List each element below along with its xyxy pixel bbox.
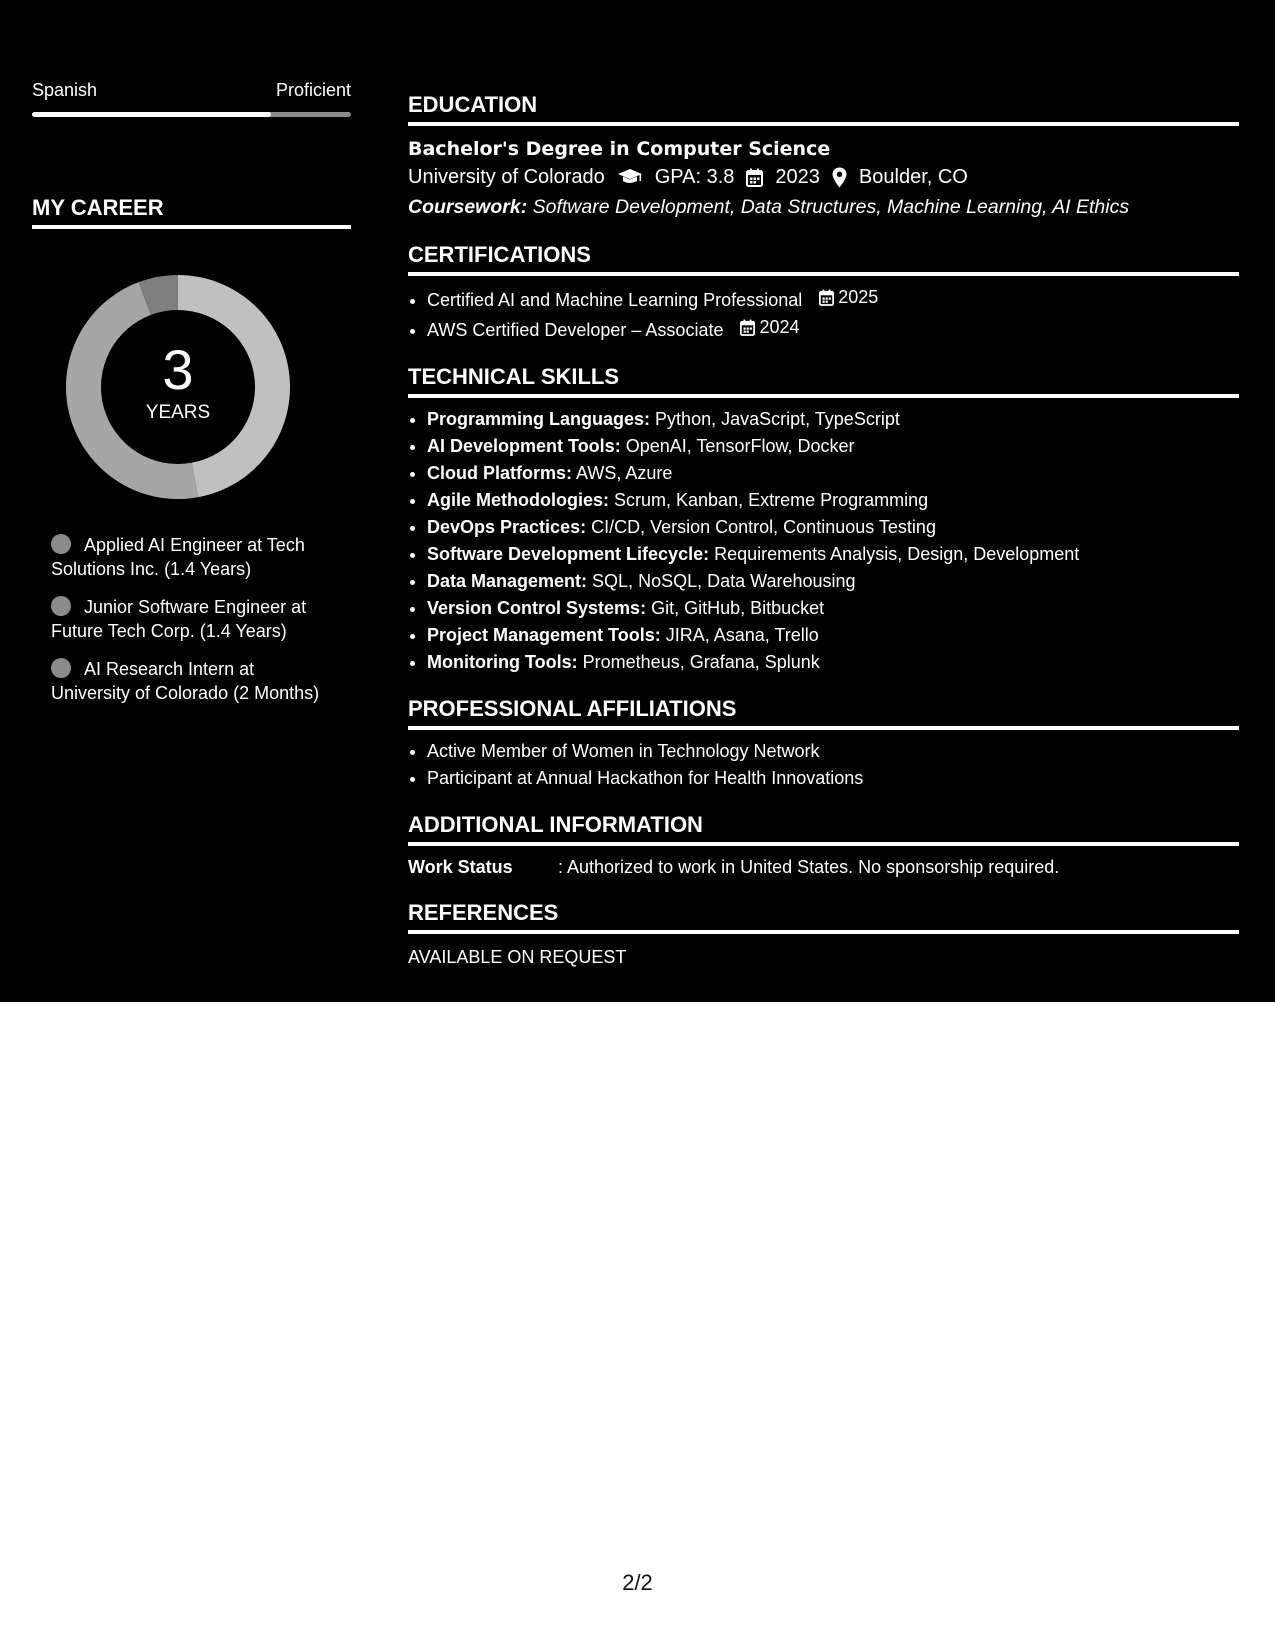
page-number: 2/2 xyxy=(622,1570,653,1595)
references-text: AVAILABLE ON REQUEST xyxy=(408,947,627,967)
main-content xyxy=(408,92,1239,970)
skill-item xyxy=(427,487,1239,514)
skill-value: CI/CD, Version Control, Continuous Testing xyxy=(591,517,936,537)
certification-year: 2024 xyxy=(759,317,800,337)
calendar-icon xyxy=(819,289,834,306)
affiliation-item: • Participant at Annual Hackathon for Health Innovations xyxy=(427,765,1239,792)
certification-date xyxy=(819,284,878,311)
school-name: University of Colorado xyxy=(408,166,605,188)
skill-value: OpenAI, TensorFlow, Docker xyxy=(625,436,855,456)
skill-value: Git, GitHub, Bitbucket xyxy=(651,598,825,618)
certification-item xyxy=(427,284,1239,314)
education-details xyxy=(408,162,1239,192)
graduation-year: 2023 xyxy=(775,166,820,188)
skill-item xyxy=(427,649,1239,676)
language-proficiency-bar xyxy=(32,112,351,117)
skill-item xyxy=(427,568,1239,595)
technical-skills-heading: TECHNICAL SKILLS xyxy=(408,364,1239,398)
coursework xyxy=(408,192,1239,222)
skill-item xyxy=(427,406,1239,433)
career-item-text: Applied AI Engineer at Tech Solutions Inc. (1.4 Years) xyxy=(51,535,305,579)
skill-value: Prometheus, Grafana, Splunk xyxy=(582,652,820,672)
certifications-section xyxy=(408,242,1239,344)
degree-title: Bachelor's Degree in Computer Science xyxy=(408,138,831,160)
skill-item xyxy=(427,595,1239,622)
certification-name: AWS Certified Developer – Associate xyxy=(427,320,724,340)
work-status-value: : Authorized to work in United States. No sponsorship required. xyxy=(558,857,1060,877)
skill-label: Software Development Lifecycle: xyxy=(427,544,710,564)
career-item-text: AI Research Intern at University of Colorado (2 Months) xyxy=(51,659,320,703)
graduation-cap-icon xyxy=(617,168,643,186)
calendar-icon xyxy=(740,319,755,336)
skill-item xyxy=(427,460,1239,487)
certification-name: Certified AI and Machine Learning Professional xyxy=(427,290,803,310)
skill-label: Monitoring Tools: xyxy=(427,652,578,672)
donut-years-number: 3 xyxy=(162,338,194,401)
career-heading: MY CAREER xyxy=(32,195,351,229)
skill-value: Requirements Analysis, Design, Development xyxy=(714,544,1080,564)
certifications-list xyxy=(408,284,1239,344)
certification-item xyxy=(427,314,1239,344)
sidebar xyxy=(32,78,351,719)
map-pin-icon xyxy=(832,167,847,188)
skill-value: JIRA, Asana, Trello xyxy=(665,625,819,645)
skill-value: AWS, Azure xyxy=(576,463,673,483)
certifications-heading: CERTIFICATIONS xyxy=(408,242,1239,276)
coursework-label: Coursework: xyxy=(408,196,528,218)
career-donut-chart xyxy=(64,273,292,501)
work-status-row xyxy=(408,854,1239,880)
skill-label: Programming Languages: xyxy=(427,409,651,429)
bullet-dot-icon xyxy=(51,658,71,678)
skill-value: SQL, NoSQL, Data Warehousing xyxy=(592,571,856,591)
additional-info-section xyxy=(408,812,1239,880)
skills-list xyxy=(408,406,1239,676)
skill-item xyxy=(427,541,1239,568)
career-item xyxy=(51,657,331,705)
bullet-dot-icon xyxy=(51,534,71,554)
skill-value: Scrum, Kanban, Extreme Programming xyxy=(614,490,929,510)
education-section xyxy=(408,92,1239,222)
calendar-icon xyxy=(746,168,763,187)
additional-info-heading: ADDITIONAL INFORMATION xyxy=(408,812,1239,846)
affiliation-item: • Active Member of Women in Technology Network xyxy=(427,738,1239,765)
career-item-text: Junior Software Engineer at Future Tech Corp. (1.4 Years) xyxy=(51,597,307,641)
skill-label: AI Development Tools: xyxy=(427,436,621,456)
language-name: Spanish xyxy=(32,80,98,100)
donut-center xyxy=(64,273,292,501)
affiliations-list xyxy=(408,738,1239,792)
language-level: Proficient xyxy=(275,80,351,100)
bullet-dot-icon xyxy=(51,596,71,616)
technical-skills-section xyxy=(408,364,1239,676)
gpa: GPA: 3.8 xyxy=(654,166,735,188)
coursework-list: Software Development, Data Structures, Machine Learning, AI Ethics xyxy=(532,196,1130,218)
skill-label: Data Management: xyxy=(427,571,588,591)
skill-item xyxy=(427,514,1239,541)
donut-years-unit: YEARS xyxy=(145,402,211,423)
skill-label: Agile Methodologies: xyxy=(427,490,609,510)
skill-label: Cloud Platforms: xyxy=(427,463,573,483)
affiliations-heading: PROFESSIONAL AFFILIATIONS xyxy=(408,696,1239,730)
certification-year: 2025 xyxy=(838,287,879,307)
skill-value: Python, JavaScript, TypeScript xyxy=(655,409,900,429)
career-item xyxy=(51,595,331,643)
references-section xyxy=(408,900,1239,970)
career-item xyxy=(51,533,331,581)
skill-label: Version Control Systems: xyxy=(427,598,647,618)
work-status-label: Work Status xyxy=(408,857,513,877)
education-location: Boulder, CO xyxy=(858,166,968,188)
certification-date xyxy=(740,314,799,341)
language-proficiency-fill xyxy=(32,112,271,117)
skill-item xyxy=(427,622,1239,649)
skill-label: Project Management Tools: xyxy=(427,625,661,645)
education-heading: EDUCATION xyxy=(408,92,1239,126)
language-row xyxy=(32,78,351,102)
references-heading: REFERENCES xyxy=(408,900,1239,934)
affiliations-section xyxy=(408,696,1239,792)
career-list xyxy=(32,533,331,705)
skill-item xyxy=(427,433,1239,460)
skill-label: DevOps Practices: xyxy=(427,517,587,537)
